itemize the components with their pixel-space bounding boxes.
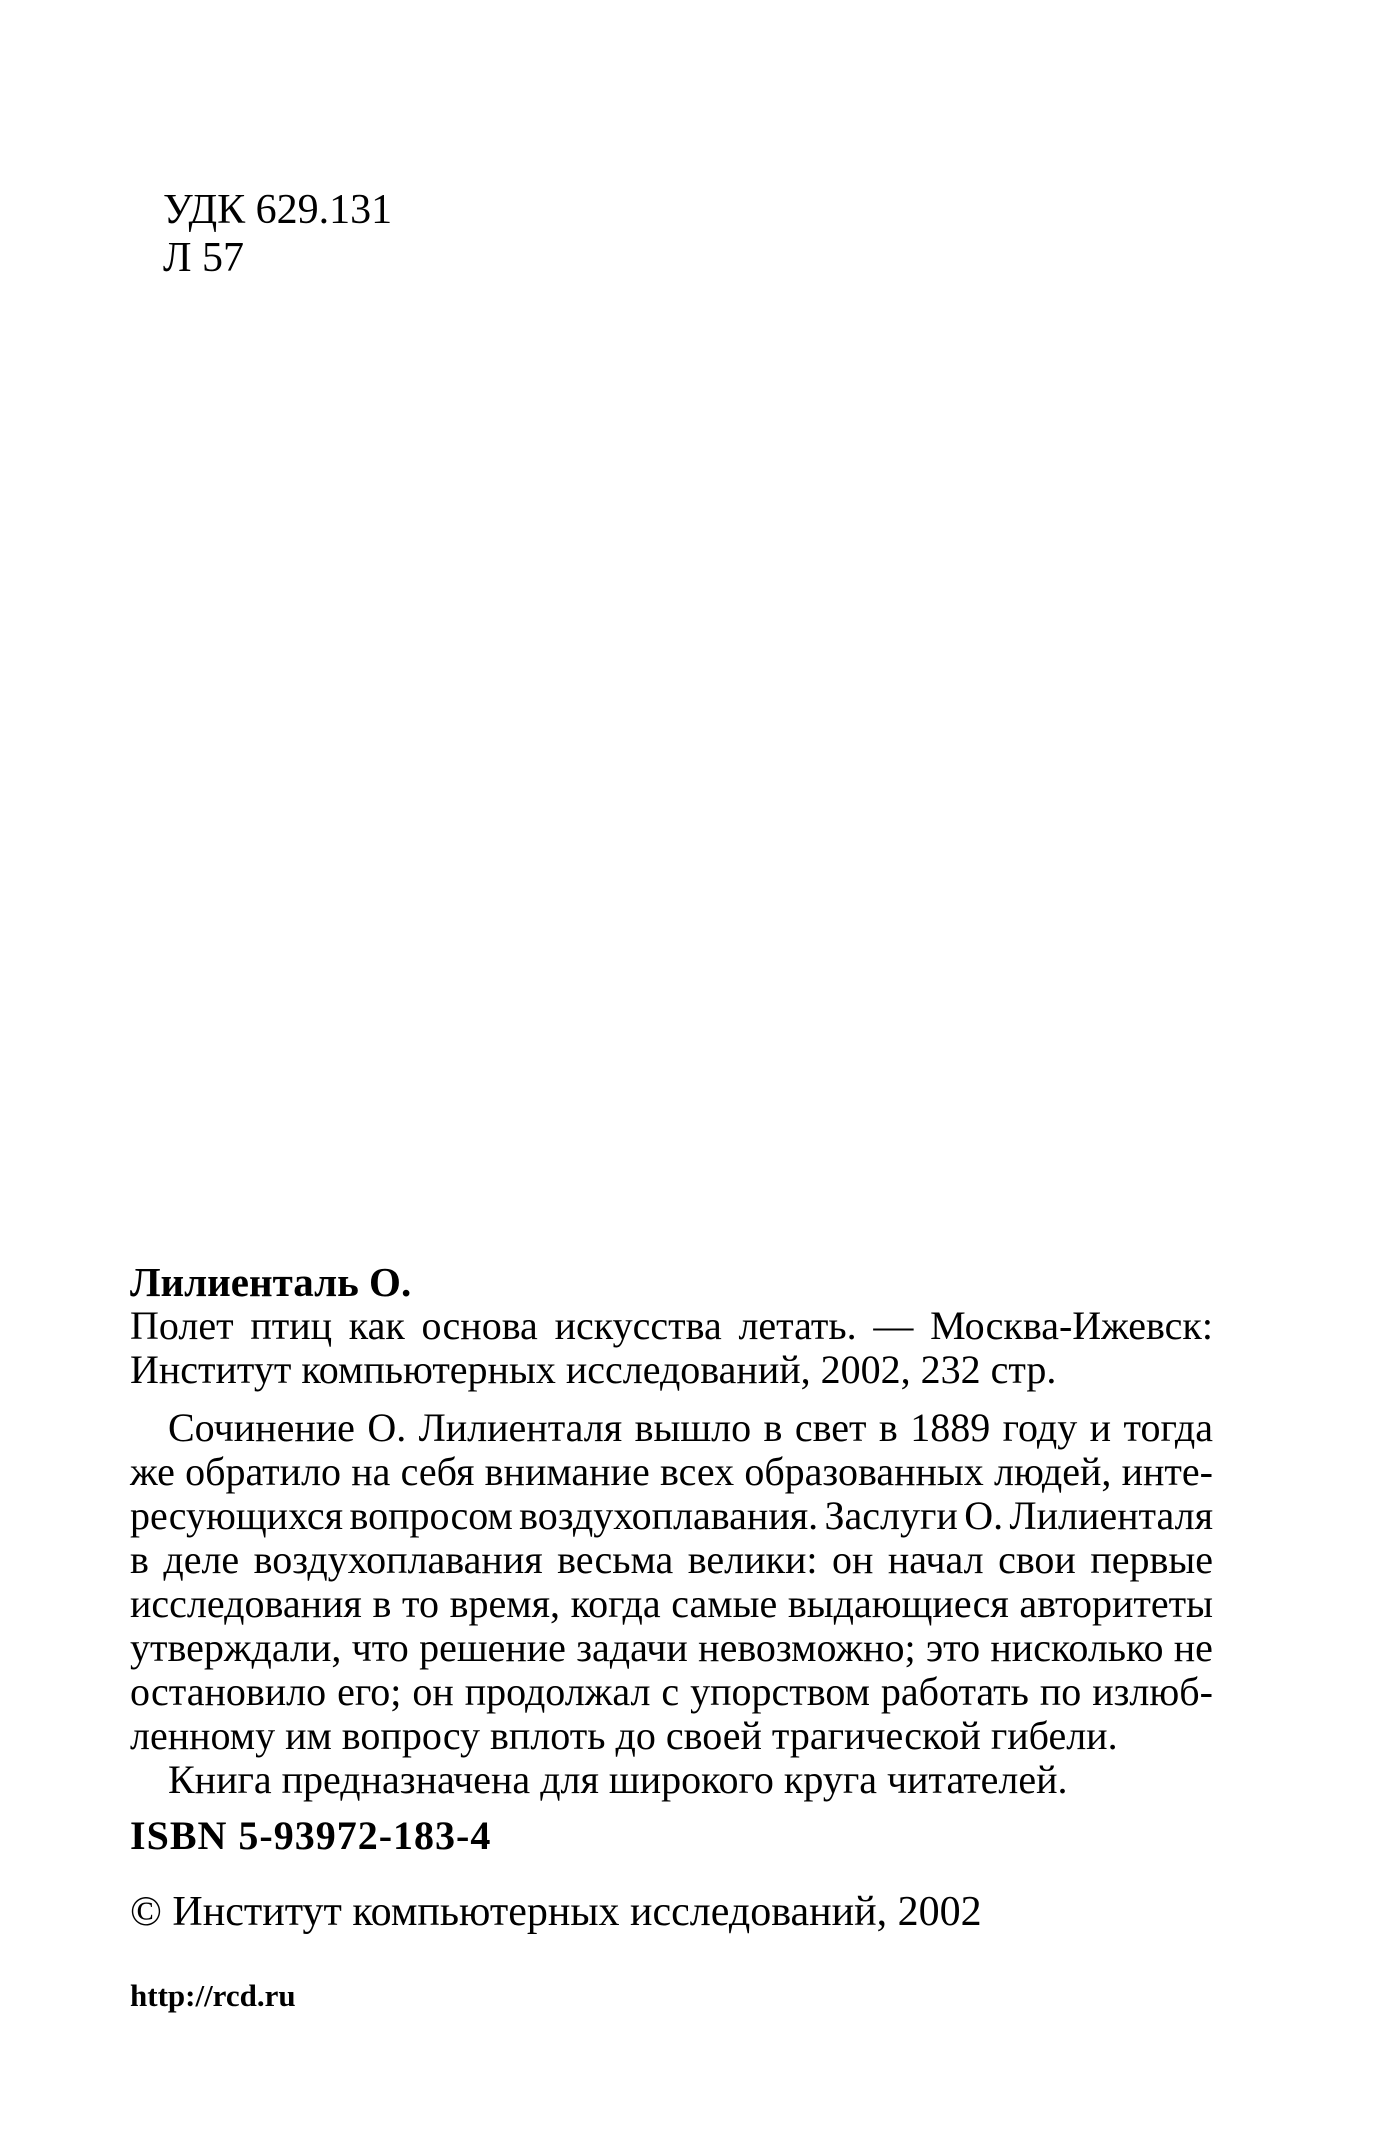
annotation-line: остановило его; он продолжал с упорством работать по излюб- bbox=[130, 1669, 1213, 1714]
author-heading: Лилиенталь О. bbox=[130, 1259, 412, 1305]
imprint-block bbox=[130, 1260, 1213, 2018]
author-sign-code: Л 57 bbox=[163, 235, 244, 281]
annotation-line: ресующихся вопросом воздухоплавания. Заслуги О. Лилиенталя bbox=[130, 1493, 1213, 1538]
copyright-line: © Институт компьютерных исследований, 2002 bbox=[130, 1889, 982, 1935]
annotation-line: же обратило на себя внимание всех образованных людей, инте- bbox=[130, 1449, 1213, 1494]
annotation-line: Сочинение О. Лилиенталя вышло в свет в 1889 году и тогда bbox=[168, 1405, 1213, 1450]
annotation-line: ленному им вопросу вплоть до своей трагической гибели. bbox=[130, 1713, 1118, 1758]
udk-code: УДК 629.131 bbox=[163, 187, 393, 233]
bibliographic-line-1: Полет птиц как основа искусства летать. — Москва-Ижевск: bbox=[130, 1303, 1213, 1348]
audience-line: Книга предназначена для широкого круга читателей. bbox=[168, 1757, 1068, 1802]
classification-block bbox=[163, 186, 392, 282]
website-url: http://rcd.ru bbox=[130, 1978, 296, 2013]
isbn-line: ISBN 5-93972-183-4 bbox=[130, 1813, 492, 1858]
annotation-paragraph bbox=[130, 1406, 1213, 1758]
annotation-line: утверждали, что решение задачи невозможно; это нисколько не bbox=[130, 1625, 1213, 1670]
annotation-line: исследования в то время, когда самые выдающиеся авторитеты bbox=[130, 1581, 1213, 1626]
annotation-line: в деле воздухоплавания весьма велики: он начал свои первые bbox=[130, 1537, 1213, 1582]
bibliographic-line-2: Институт компьютерных исследований, 2002, 232 стр. bbox=[130, 1347, 1057, 1392]
